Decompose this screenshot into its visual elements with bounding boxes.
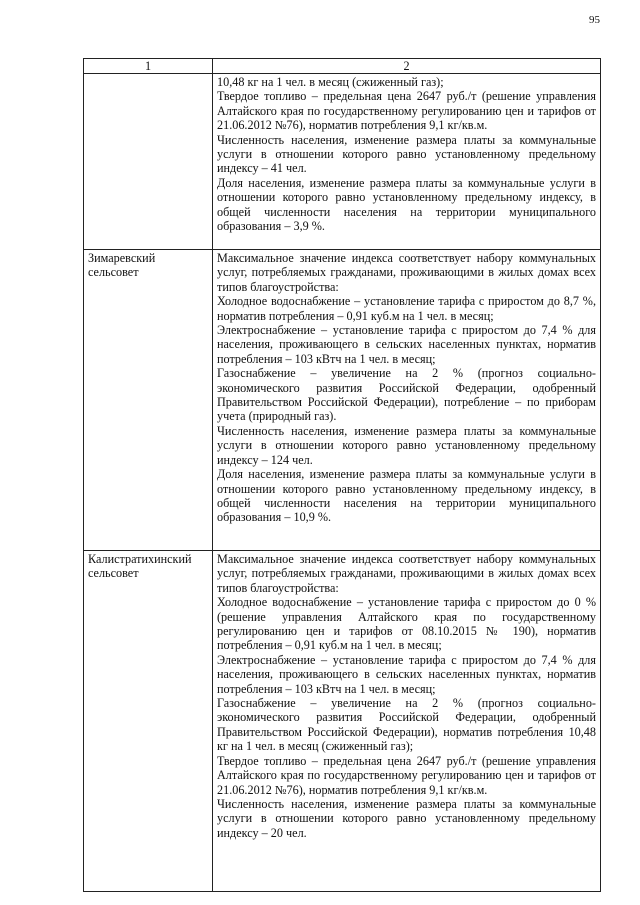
paragraph: Доля населения, изменение размера платы за коммунальные услуги в отношении которого равно установленному предельному индексу, в общей численности населения на территории муниципального образования – 3,9 %.: [217, 175, 596, 234]
paragraph: Газоснабжение – увеличение на 2 % (прогноз социально-экономического развития Российской Федерации, одобренный Правительством Российской Федерации), норматив потребления 10,48 кг на 1 чел. в месяц (сжиженный газ);: [217, 696, 596, 754]
description-cell: [213, 74, 601, 250]
paragraph: Доля населения, изменение размера платы за коммунальные услуги в отношении которого равно установленному предельному индексу, в общей численности населения на территории муниципального образования – 10,9 %.: [217, 467, 596, 525]
paragraph: Электроснабжение – установление тарифа с приростом до 7,4 % для населения, проживающего в сельских населенных пунктах, норматив потребления – 103 кВтч на 1 чел. в месяц;: [217, 323, 596, 366]
table-row: [84, 74, 601, 250]
municipality-cell: Зимаревский сельсовет: [84, 250, 213, 551]
header-col-2: 2: [213, 59, 601, 74]
paragraph: Максимальное значение индекса соответствует набору коммунальных услуг, потребляемых гражданами, проживающими в жилых домах всех типов благоустройства:: [217, 552, 596, 595]
paragraph: Численность населения, изменение размера платы за коммунальные услуги в отношении которого равно установленному предельному индексу – 124 чел.: [217, 423, 596, 467]
description-cell: [213, 250, 601, 551]
header-row: [84, 59, 601, 74]
header-col-1: 1: [84, 59, 213, 74]
paragraph: Максимальное значение индекса соответствует набору коммунальных услуг, потребляемых гражданами, проживающими в жилых домах всех типов благоустройства:: [217, 251, 596, 294]
tariff-table: [83, 58, 601, 892]
paragraph: Холодное водоснабжение – установление тарифа с приростом до 8,7 %, норматив потребления – 0,91 куб.м на 1 чел. в месяц;: [217, 294, 596, 323]
paragraph: Твердое топливо – предельная цена 2647 руб./т (решение управления Алтайского края по государственному регулированию цен и тарифов от 21.06.2012 №76), норматив потребления 9,1 кг/кв.м.: [217, 89, 596, 133]
page-number: 95: [589, 14, 600, 26]
description-cell: [213, 551, 601, 892]
table-row: [84, 250, 601, 551]
paragraph: Численность населения, изменение размера платы за коммунальные услуги в отношении которого равно установленному предельному индексу – 20 чел.: [217, 796, 596, 840]
table-row: [84, 551, 601, 892]
paragraph: Электроснабжение – установление тарифа с приростом до 7,4 % для населения, проживающего в сельских населенных пунктах, норматив потребления – 103 кВтч на 1 чел. в месяц;: [217, 652, 596, 696]
paragraph: Твердое топливо – предельная цена 2647 руб./т (решение управления Алтайского края по государственному регулированию цен и тарифов от 21.06.2012 №76), норматив потребления 9,1 кг/кв.м.: [217, 753, 596, 797]
paragraph: Численность населения, изменение размера платы за коммунальные услуги в отношении которого равно установленному предельному индексу – 41 чел.: [217, 132, 596, 176]
paragraph: Холодное водоснабжение – установление тарифа с приростом до 0 % (решение управления Алтайского края по государственному регулированию цен и тарифов от 08.10.2015 № 190), норматив потребления – 0,91 куб.м на 1 чел. в месяц;: [217, 595, 596, 653]
municipality-cell: Калистратихинский сельсовет: [84, 551, 213, 892]
municipality-cell: [84, 74, 213, 250]
paragraph: Газоснабжение – увеличение на 2 % (прогноз социально-экономического развития Российской Федерации, одобренный Правительством Российской Федерации), потребление – по приборам учета (природный газ).: [217, 366, 596, 424]
paragraph: 10,48 кг на 1 чел. в месяц (сжиженный газ);: [217, 75, 444, 89]
